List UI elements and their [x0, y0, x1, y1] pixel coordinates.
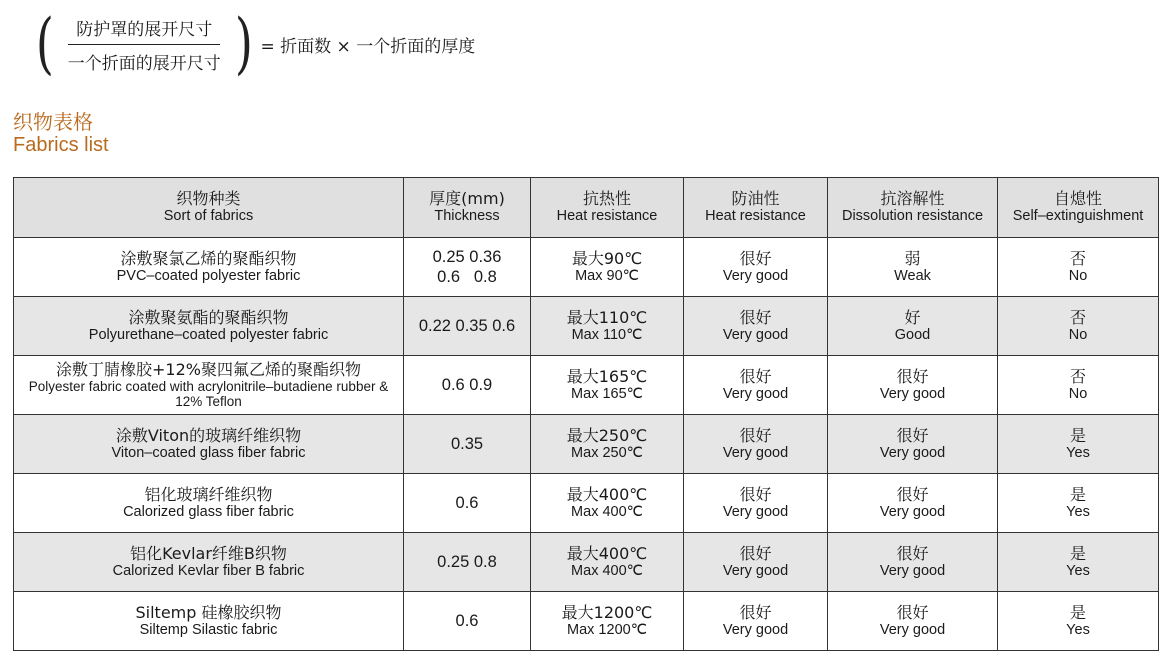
header-dissolution-cn: 抗溶解性 [880, 189, 945, 208]
formula [32, 5, 476, 82]
table-row [14, 356, 1159, 415]
header-self-ext-en: Self–extinguishment [1012, 208, 1144, 224]
fabric-cell [14, 415, 404, 474]
heat-cell [531, 297, 684, 356]
fabric-cn: 涂敷Viton的玻璃纤维织物 [115, 425, 302, 445]
fabric-cell [14, 474, 404, 533]
header-oil-cn: 防油性 [731, 189, 780, 208]
fabric-cn: 铝化Kevlar纤维B织物 [130, 543, 287, 563]
table-row [14, 533, 1159, 592]
left-paren: ( [35, 5, 54, 82]
dissolution-cell [828, 238, 998, 297]
heat-en: Max 90℃ [575, 267, 639, 284]
fabric-en: Calorized Kevlar fiber B fabric [112, 562, 305, 579]
dissolution-en: Good [894, 326, 931, 343]
table-row [14, 474, 1159, 533]
oil-en: Very good [722, 444, 789, 461]
self-ext-cn: 是 [1069, 543, 1086, 563]
heat-cn: 最大110℃ [566, 307, 648, 327]
thickness-cell [404, 356, 531, 415]
dissolution-en: Very good [879, 562, 946, 579]
heat-cell [531, 356, 684, 415]
section-title-cn: 织物表格 [13, 110, 93, 134]
heat-cell [531, 238, 684, 297]
formula-rhs: = 折面数 × 一个折面的厚度 [260, 36, 476, 57]
fabric-en: Polyester fabric coated with acrylonitrile–butadiene rubber & 12% Teflon [28, 379, 389, 409]
header-thickness-en: Thickness [434, 208, 500, 224]
right-paren: ) [234, 5, 253, 82]
heat-en: Max 400℃ [571, 562, 643, 579]
self-ext-cn: 否 [1069, 307, 1086, 327]
oil-en: Very good [722, 326, 789, 343]
dissolution-cn: 很好 [896, 366, 929, 386]
oil-cn: 很好 [739, 484, 772, 504]
oil-cell [684, 238, 828, 297]
dissolution-cn: 很好 [896, 484, 929, 504]
fabric-cn: 涂敷丁腈橡胶+12%聚四氟乙烯的聚酯织物 [56, 360, 361, 379]
section-title-en: Fabrics list [13, 134, 109, 156]
fabric-en: Calorized glass fiber fabric [123, 503, 294, 520]
oil-cn: 很好 [739, 366, 772, 386]
self-ext-cell [998, 297, 1159, 356]
oil-cell [684, 592, 828, 651]
header-fabric [14, 178, 404, 238]
fraction-denominator: 一个折面的展开尺寸 [67, 53, 221, 74]
fabrics-table [13, 177, 1159, 651]
self-ext-cell [998, 474, 1159, 533]
fabric-cn: Siltemp 硅橡胶织物 [135, 602, 282, 622]
self-ext-en: Yes [1066, 562, 1090, 579]
heat-cell [531, 415, 684, 474]
self-ext-cell [998, 238, 1159, 297]
heat-cn: 最大250℃ [566, 425, 648, 445]
thickness-line1: 0.35 [450, 435, 484, 453]
dissolution-en: Very good [879, 385, 946, 402]
oil-cn: 很好 [739, 248, 772, 268]
self-ext-cn: 否 [1069, 366, 1086, 386]
thickness-line1: 0.6 [455, 494, 479, 512]
dissolution-cn: 弱 [904, 248, 921, 268]
oil-cn: 很好 [739, 543, 772, 563]
self-ext-en: Yes [1066, 444, 1090, 461]
dissolution-cell [828, 297, 998, 356]
thickness-cell [404, 238, 531, 297]
self-ext-cell [998, 592, 1159, 651]
self-ext-en: No [1068, 385, 1088, 402]
self-ext-cell [998, 533, 1159, 592]
header-self-ext-cn: 自熄性 [1053, 189, 1102, 208]
thickness-line1: 0.22 0.35 0.6 [418, 317, 516, 335]
heat-cn: 最大400℃ [566, 543, 648, 563]
dissolution-cn: 很好 [896, 543, 929, 563]
self-ext-cn: 是 [1069, 425, 1086, 445]
header-thickness [404, 178, 531, 238]
dissolution-cell [828, 356, 998, 415]
header-dissolution-en: Dissolution resistance [841, 208, 984, 224]
oil-cn: 很好 [739, 602, 772, 622]
header-heat-en: Heat resistance [556, 208, 658, 224]
thickness-cell [404, 592, 531, 651]
self-ext-en: No [1068, 326, 1088, 343]
oil-en: Very good [722, 562, 789, 579]
heat-cn: 最大1200℃ [561, 602, 653, 622]
dissolution-cell [828, 533, 998, 592]
dissolution-en: Very good [879, 503, 946, 520]
thickness-cell [404, 474, 531, 533]
thickness-cell [404, 297, 531, 356]
heat-cn: 最大165℃ [566, 366, 648, 386]
heat-en: Max 250℃ [571, 444, 643, 461]
oil-en: Very good [722, 621, 789, 638]
header-self-ext [998, 178, 1159, 238]
heat-cell [531, 474, 684, 533]
oil-cell [684, 474, 828, 533]
thickness-line1: 0.25 0.36 [432, 248, 502, 266]
fabric-cn: 涂敷聚氯乙烯的聚酯织物 [120, 248, 297, 268]
fabric-cell [14, 356, 404, 415]
header-fabric-cn: 织物种类 [176, 189, 241, 208]
self-ext-en: Yes [1066, 503, 1090, 520]
header-heat [531, 178, 684, 238]
table-row [14, 415, 1159, 474]
oil-en: Very good [722, 385, 789, 402]
header-thickness-cn: 厚度(mm) [429, 189, 505, 208]
heat-cell [531, 592, 684, 651]
thickness-line1: 0.25 0.8 [437, 553, 497, 571]
header-fabric-en: Sort of fabrics [163, 208, 254, 224]
heat-en: Max 400℃ [571, 503, 643, 520]
self-ext-cn: 是 [1069, 484, 1086, 504]
dissolution-cn: 很好 [896, 425, 929, 445]
dissolution-en: Weak [894, 267, 931, 284]
oil-cell [684, 356, 828, 415]
dissolution-en: Very good [879, 444, 946, 461]
thickness-cell [404, 415, 531, 474]
fabric-cell [14, 592, 404, 651]
self-ext-en: No [1068, 267, 1088, 284]
dissolution-en: Very good [879, 621, 946, 638]
heat-cell [531, 533, 684, 592]
fabric-cn: 涂敷聚氨酯的聚酯织物 [128, 307, 289, 327]
fabric-en: PVC–coated polyester fabric [116, 267, 301, 284]
thickness-line1: 0.6 0.9 [441, 376, 493, 394]
heat-cn: 最大90℃ [571, 248, 643, 268]
thickness-line2: 0.6 0.8 [437, 268, 497, 286]
fraction [60, 15, 229, 74]
oil-cn: 很好 [739, 425, 772, 445]
oil-cell [684, 415, 828, 474]
heat-en: Max 1200℃ [567, 621, 647, 638]
heat-en: Max 110℃ [571, 326, 643, 343]
fabric-en: Viton–coated glass fiber fabric [111, 444, 306, 461]
fabric-en: Polyurethane–coated polyester fabric [88, 326, 329, 343]
fabric-en: Siltemp Silastic fabric [139, 621, 278, 638]
fabric-cell [14, 238, 404, 297]
dissolution-cn: 很好 [896, 602, 929, 622]
dissolution-cn: 好 [904, 307, 921, 327]
header-heat-cn: 抗热性 [582, 189, 631, 208]
table-header-row [14, 178, 1159, 238]
self-ext-cell [998, 415, 1159, 474]
self-ext-en: Yes [1066, 621, 1090, 638]
dissolution-cell [828, 592, 998, 651]
fabric-cell [14, 533, 404, 592]
oil-cell [684, 533, 828, 592]
table-row [14, 592, 1159, 651]
oil-cell [684, 297, 828, 356]
fabric-cell [14, 297, 404, 356]
thickness-line1: 0.6 [455, 612, 479, 630]
heat-cn: 最大400℃ [566, 484, 648, 504]
self-ext-cell [998, 356, 1159, 415]
dissolution-cell [828, 415, 998, 474]
table-row [14, 238, 1159, 297]
self-ext-cn: 是 [1069, 602, 1086, 622]
heat-en: Max 165℃ [571, 385, 643, 402]
dissolution-cell [828, 474, 998, 533]
fabric-cn: 铝化玻璃纤维织物 [144, 484, 273, 504]
fraction-numerator: 防护罩的展开尺寸 [68, 15, 220, 45]
thickness-cell [404, 533, 531, 592]
header-oil [684, 178, 828, 238]
oil-en: Very good [722, 267, 789, 284]
oil-en: Very good [722, 503, 789, 520]
oil-cn: 很好 [739, 307, 772, 327]
header-oil-en: Heat resistance [705, 208, 806, 224]
header-dissolution [828, 178, 998, 238]
self-ext-cn: 否 [1069, 248, 1086, 268]
table-row [14, 297, 1159, 356]
